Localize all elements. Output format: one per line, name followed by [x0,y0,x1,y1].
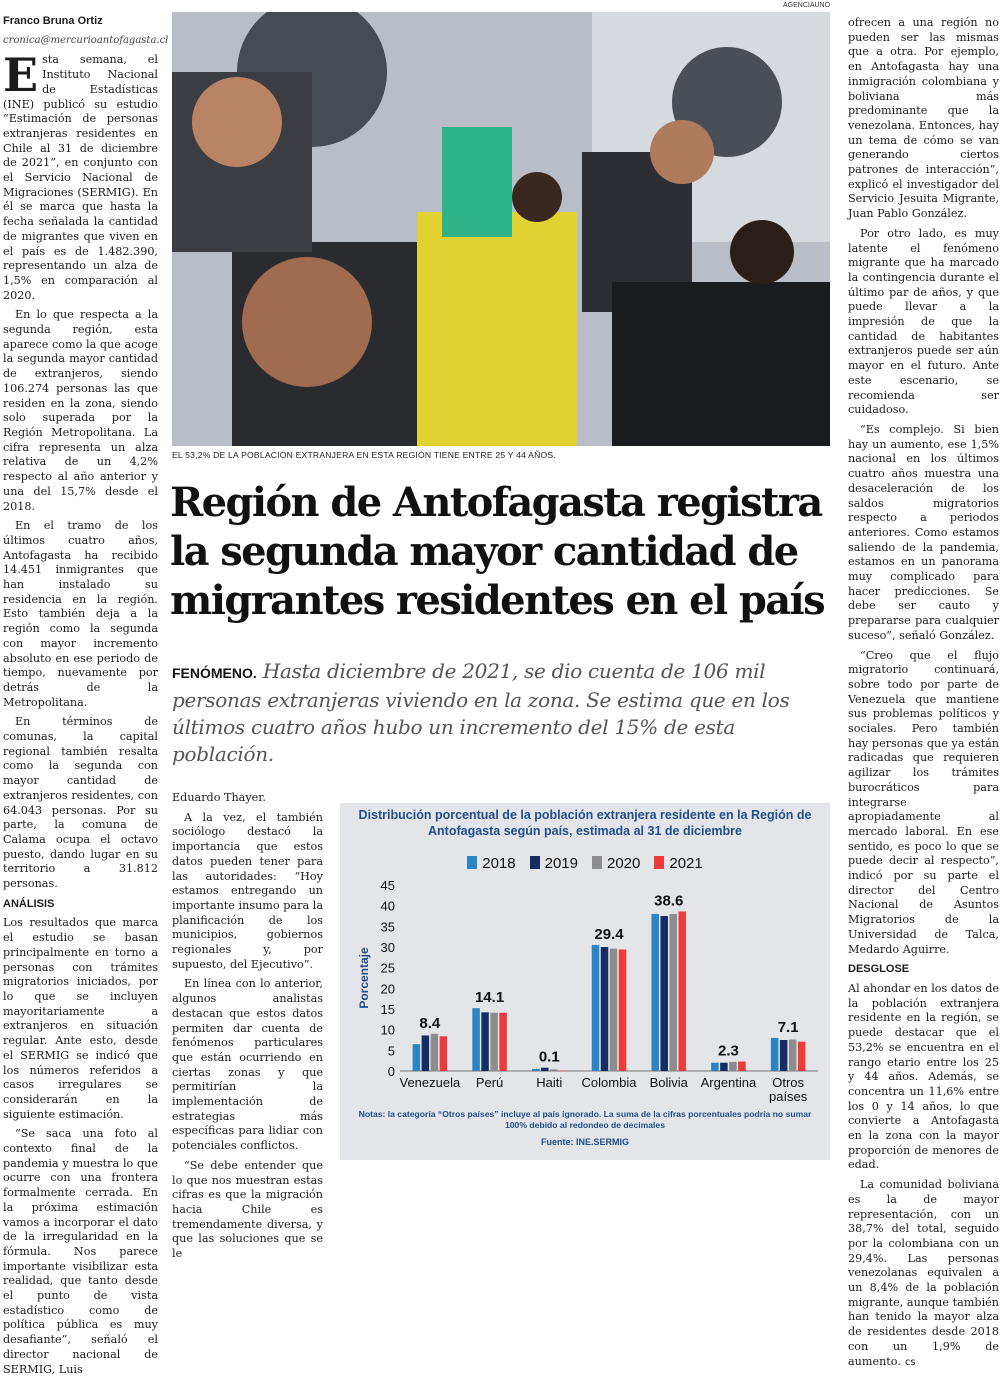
barbershop-photo [172,12,830,446]
data-label: 0.1 [538,1048,560,1066]
article-paragraph: “Creo que el flujo migratorio continuará, sobre todo por parte de Venezuela que mantiene sus problemas políticos y sociales. Pero también hay personas que ya están radicadas que requieren agilizar los trámites burocráticos para integrarse apropiadamente al mercado laboral. En ese sentido, es poco lo que se puede decir al respecto”, indicó por su parte el director del Centro Nacional de Asuntos Migratorios de la Universidad de Talca, Medardo Aguirre. [848,648,999,956]
data-label: 8.4 [419,1014,441,1032]
chart-notes: Notas: la categoría “Otros países” incluye al país ignorado. La suma de la cifras porcentuales podría no sumar 100% debido al redondeo de decimales [358,1109,812,1130]
legend-label: 2021 [669,855,703,872]
photo-illustration [172,12,830,446]
data-label: 29.4 [594,925,624,943]
article-paragraph: En el tramo de los últimos cuatro años, Antofagasta ha recibido 14.451 inmigrantes que han instalado su residencia en la región. Esto también deja a la región como la segunda con mayor incremento absoluto en ese periodo de tiempo, nuevamente por detrás de la Metropolitana. [3,519,158,709]
article-paragraph: En términos de comunas, la capital regional también resalta como la segunda con mayor cantidad de extranjeros residentes, con 64.043 personas. Por su parte, la comuna de Calama ocupa el octavo puesto, dando lugar en su territorio a 31.812 personas. [3,715,158,891]
chart-plot [340,803,830,1103]
bar-2021-argentina [738,1061,746,1071]
y-tick-label: 40 [380,898,395,914]
bar-2020-perú [490,1013,498,1071]
lead-paragraph [172,658,827,768]
y-tick-label: 5 [387,1043,395,1059]
article-paragraph: En lo que respecta a la segunda región, esta aparece como la que acoge la segunda mayor cantidad de extranjeros, siendo 106.274 personas las que residen en la zona, siendo solo superada por la Región Metropolitana. La cifra representa un alza relativa de un 4,2% respecto al año anterior y una del 15,7% desde el 2018. [3,308,158,513]
bar-2018-venezuela [413,1044,421,1071]
x-tick-label: Argentina [700,1075,757,1090]
bar-2021-venezuela [440,1036,448,1071]
author-email[interactable]: cronica@mercurioantofagasta.cl [3,34,169,46]
x-tick-label: Bolivia [649,1075,688,1090]
x-tick-label: Venezuela [399,1075,461,1090]
bar-2021-perú [499,1013,507,1071]
end-mark: cs [904,1356,916,1368]
bar-2020-bolivia [669,914,677,1071]
article-paragraph: Por otro lado, es muy latente el fenómeno migrante que ha marcado la contingencia durante el último par de años, y que puede llevar a la impresión de que la cantidad de habitantes extranjeros puede ser aún mayor en el futuro. Ante este escenario, se recomienda ser cuidadoso. [848,226,999,417]
bar-2019-venezuela [422,1035,430,1071]
y-tick-label: 15 [380,1002,395,1017]
article-paragraph: “Es complejo. Si bien hay un aumento, ese 1,5% nacional en los últimos cuatro años muestra una desaceleración de los saldos migratorios respecto a periodos anteriores. Como estamos saliendo de la pandemia, estamos en un panorama muy complicado para hacer predicciones. Se debe ser cauto y prepararse para cualquier suceso”, señaló González. [848,422,999,642]
data-label: 14.1 [474,989,505,1007]
bar-2019-colombia [601,947,609,1071]
article-paragraph: “Se saca una foto al contexto final de la pandemia y muestra lo que ocurre con una frontera formalmente cerrada. En la próxima estimación vamos a incorporar el dato de la irregularidad en la fórmula. Nos parece importante visibilizar esta realidad, que tanto desde el punto de vista estadístico como de política pública es muy desafiante”, señaló el director nacional de SERMIG, Luis [3,1127,158,1376]
lead-text: Hasta diciembre de 2021, se dio cuenta de 106 mil personas extranjeras viviendo en la zona. Se estima que en los últimos cuatro años hubo un incremento del 15% de esta población. [172,659,790,766]
bar-2021-otros-países [798,1042,806,1071]
drop-cap: E [3,48,39,103]
article-paragraph: ofrecen a una región no pueden ser las mismas que a otra. Por ejemplo, en Antofagasta hay una inmigración colombiana y boliviana más predominante que la venezolana. Entonces, hay un tema de cómo se van generando ciertos patrones de interacción”, explicó el investigador del Servicio Jesuita Migrante, Juan Pablo González. [848,16,999,221]
article-paragraph: Esta semana, el Instituto Nacional de Estadísticas (INE) publicó su estudio “Estimación de personas extranjeras residentes en Chile al 31 de diciembre de 2021”, en conjunto con el Servicio Nacional de Migraciones (SERMIG). En él se marca que hasta la fecha señalada la cantidad de migrantes que viven en el país es de 1.482.390, representando un alza de 1,5% en comparación al 2020. [3,48,158,302]
article-paragraph: Eduardo Thayer. [172,791,266,804]
x-tick-label: Haiti [536,1075,563,1090]
bar-2019-haiti [541,1068,549,1071]
bar-2021-colombia [619,949,627,1071]
x-tick-label: Perú [475,1075,504,1090]
photo-credit: AGENCIAUNO [783,2,831,9]
y-axis-label: Porcentaje [357,947,371,1009]
chart-source: Fuente: INE.SERMIG [540,1137,629,1147]
bar-2021-bolivia [678,911,686,1071]
bar-2018-colombia [592,945,600,1071]
author-name: Franco Bruna Ortiz [3,15,103,27]
bar-2018-argentina [711,1063,719,1071]
y-tick-label: 45 [380,878,395,893]
column-right [848,16,999,1375]
article-paragraph: “Se debe entender que lo que nos muestran estas cifras es que la migración hacia Chile es tremendamente diversa, y que las soluciones que se le [172,1158,323,1261]
data-label: 38.6 [654,892,684,910]
chart-title: Distribución porcentual de la población extranjera residente en la Región de Antofagasta según país, estimada al 31 de diciembre [358,808,812,838]
bar-2020-colombia [610,949,618,1071]
bar-2021-haiti [559,1071,567,1072]
legend-label: 2018 [482,855,516,872]
legend-label: 2020 [607,855,641,872]
x-tick-label: Otros países [768,1075,808,1103]
lead-kicker: FENÓMENO. [172,665,257,681]
y-tick-label: 20 [380,981,395,997]
y-tick-label: 25 [380,960,395,976]
data-label: 7.1 [777,1018,799,1036]
article-paragraph: Los resultados que marca el estudio se basan principalmente en torno a personas con trámites migratorios iniciados, por lo que se incluyen mayoritariamente a extranjeros en situación regular. Ante esto, desde el SERMIG se indicó que los números referidos a casos irregulares se considerarán en la siguiente estimación. [3,916,158,1121]
article-paragraph: La comunidad boliviana es la de mayor representación, con un 38,7% del total, seguido por la colombiana con un 29,4%. Las personas venezolanas equivalen a un 8,4% de la población migrante, aunque también han tenido la mayor alza de residentes desde 2018 con un 1,9% de aumento. cs [848,1178,999,1368]
y-tick-label: 0 [387,1064,395,1079]
bar-2020-haiti [550,1069,558,1071]
bar-2020-argentina [729,1062,737,1071]
bar-2019-perú [481,1012,489,1071]
subhead-desglose: DESGLOSE [848,963,910,976]
article-paragraph: En línea con lo anterior, algunos analistas destacan que estos datos permiten dar cuenta de fenómenos particulares que están ocurriendo en ciertas zonas y que permitirían la implementación de estrategias más específicas para lidiar con potenciales conflictos. [172,977,323,1153]
y-tick-label: 30 [380,940,395,955]
photo-caption: EL 53,2% DE LA POBLACIÓN EXTRANJERA EN ESTA REGIÓN TIENE ENTRE 25 Y 44 AÑOS. [172,450,556,460]
bar-2018-perú [472,1008,480,1071]
column-middle [172,791,323,1267]
bar-2020-otros-países [789,1040,797,1071]
bar-2018-bolivia [651,914,659,1071]
bar-2020-venezuela [431,1034,439,1071]
y-tick-label: 10 [380,1022,395,1038]
bar-2019-argentina [720,1063,728,1071]
headline: Región de Antofagasta registra la segunda mayor cantidad de migrantes residentes en el país [170,479,825,624]
country-distribution-chart [340,803,830,1160]
bar-2018-haiti [532,1069,540,1071]
article-paragraph: Al ahondar en los datos de la población extranjera residente en la región, se puede destacar que el 53,2% se encuentra en el rango etario entre los 25 y 44 años. Además, se concentra un 11,6% entre los 0 y 14 años, lo que convierte a Antofagasta en la zona con la mayor proporción de menores de edad. [848,982,999,1172]
legend-label: 2019 [544,855,578,872]
article-paragraph: A la vez, el también sociólogo destacó la importancia que estos datos pueden tener para las autoridades: “Hoy estamos entregando un importante insumo para la planificación de los municipios, gobiernos regionales y, por supuesto, del Ejecutivo”. [172,810,323,971]
bar-2018-otros-países [771,1038,779,1071]
subhead-analisis: ANÁLISIS [3,897,55,910]
bar-2019-bolivia [660,916,668,1071]
bar-2019-otros-países [780,1040,788,1071]
column-left [3,14,169,1382]
x-tick-label: Colombia [581,1075,637,1090]
y-tick-label: 35 [380,919,395,935]
data-label: 2.3 [717,1042,739,1060]
